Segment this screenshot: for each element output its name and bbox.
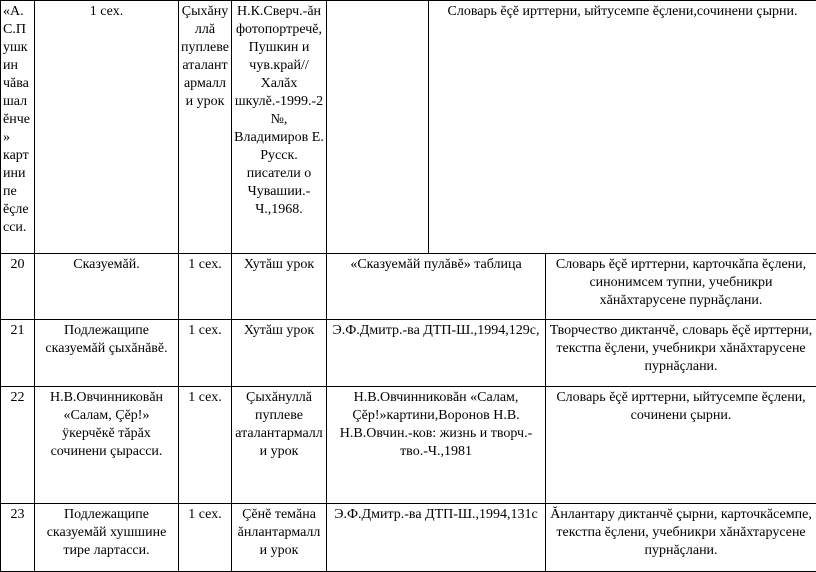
topic-cell: Н.В.Овчинниковăн «Салам, Çĕр!» ÿкерчĕкĕ тăрăх сочинени çырасси. [35,387,179,504]
student-work-cell: Творчество диктанчĕ, словарь ĕçĕ ирттерни, текстпа ĕçлени, учебникри хăнăхтарусене пурнăçлани. [546,320,816,387]
lesson-type-cell: Çыхăнуллă пуплеве аталантармалли урок [232,387,327,504]
hours-cell: 1 сех. [179,254,232,320]
topic-cell: Подлежащипе сказуемăй çыхăнăвĕ. [35,320,179,387]
hours-cell: 1 сех. [179,504,232,572]
lesson-type-cell: Çĕнĕ темăна ăнлантармалли урок [232,504,327,572]
visual-aids-cell [327,1,429,254]
table-row [1,387,816,504]
visual-aids-cell: Э.Ф.Дмитр.-ва ДТП-Ш.,1994,129с, [327,320,546,387]
hours-cell: 1 сех. [179,320,232,387]
student-work-cell: Словарь ĕçĕ ирттерни, ыйтусемпе ĕçлени, сочинени çырни. [546,387,816,504]
student-work-cell: Ăнлантару диктанчĕ çырни, карточкăсемпе, текстпа ĕçлени, учебникри хăнăхтарусене пурнăçлани. [546,504,816,572]
table-row [1,1,816,254]
table-row [1,254,816,320]
table-row [1,504,816,572]
row-number-cell: 21 [1,320,35,387]
row-number-cell: 23 [1,504,35,572]
topic-cell: Сказуемăй. [35,254,179,320]
student-work-cell: Словарь ĕçĕ ирттерни, ыйтусемпе ĕçлени,сочинени çырни. [429,1,816,254]
lesson-type-cell: Çыхăнуллă пуплеве аталантармалли урок [179,1,232,254]
table-row [1,320,816,387]
visual-aids-cell: Э.Ф.Дмитр.-ва ДТП-Ш.,1994,131с [327,504,546,572]
topic-cell: Подлежащипе сказуемăй хушшине тире лартасси. [35,504,179,572]
lesson-type-cell: Хутăш урок [232,320,327,387]
row-number-cell: 20 [1,254,35,320]
visual-aids-cell: Н.В.Овчинниковăн «Салам, Çĕр!»картини,Воронов Н.В. Н.В.Овчин.-ков: жизнь и творч.-тво.-Ч.,1981 [327,387,546,504]
visual-aids-cell: «Сказуемăй пулăвĕ» таблица [327,254,546,320]
student-work-cell: Словарь ĕçĕ ирттерни, карточкăпа ĕçлени, синонимсем тупни, учебникри хăнăхтарусене пурнăçлани. [546,254,816,320]
row-number-cell: 22 [1,387,35,504]
row-topic-cell: «А. С.Пушкин чăвашалĕнче» картинипе ĕçлесси. [1,1,35,254]
materials-cell: Н.К.Сверч.-ăн фотопортречĕ, Пушкин и чув.край//Халăх шкулĕ.-1999.-2№, Владимиров Е. Русск. писатели о Чувашии.-Ч.,1968. [232,1,327,254]
lesson-type-cell: Хутăш урок [232,254,327,320]
hours-cell: 1 сех. [179,387,232,504]
hours-cell: 1 сех. [35,1,179,254]
